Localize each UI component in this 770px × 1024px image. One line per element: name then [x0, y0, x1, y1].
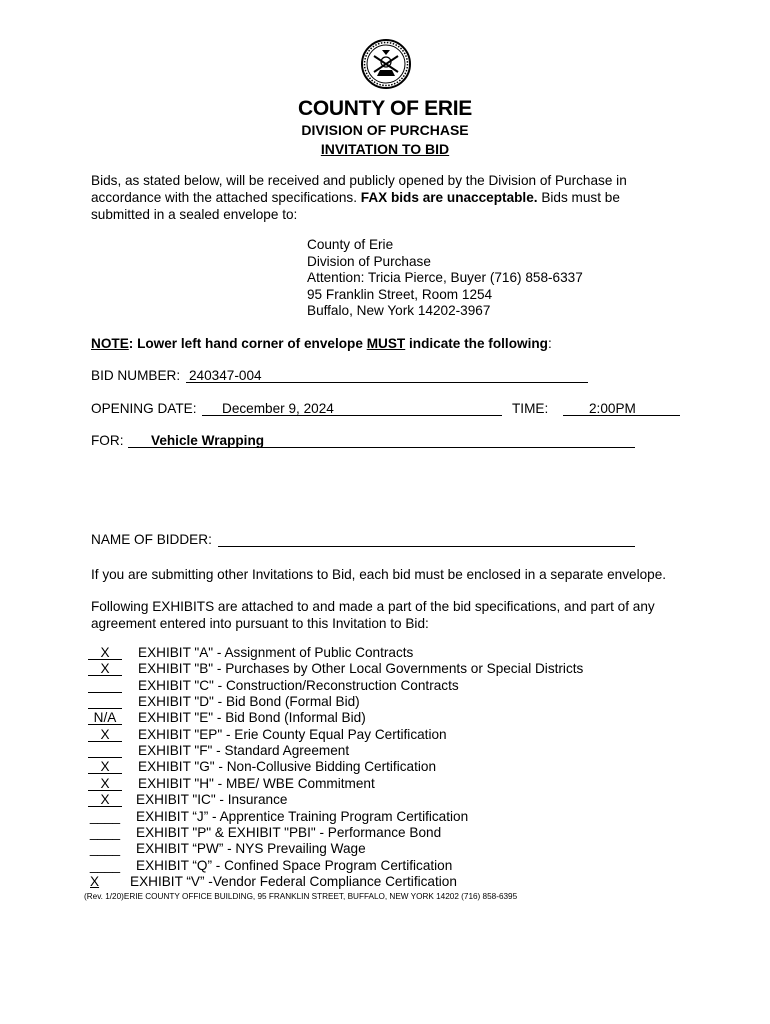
exhibit-mark: X [100, 792, 110, 808]
for-label: FOR: [91, 433, 124, 448]
exhibit-label: EXHIBIT "E" - Bid Bond (Informal Bid) [138, 710, 366, 726]
page-title: COUNTY OF ERIE [298, 97, 472, 120]
address-line: 95 Franklin Street, Room 1254 [307, 286, 493, 302]
time-value: 2:00PM [589, 401, 636, 416]
for-value: Vehicle Wrapping [151, 433, 265, 448]
division-heading: DIVISION OF PURCHASE [301, 122, 469, 138]
exhibit-mark: X [100, 645, 110, 660]
exhibit-label: EXHIBIT "P" & EXHIBIT "PBI" - Performance Bond [136, 824, 442, 840]
exhibit-label: EXHIBIT "EP" - Erie County Equal Pay Certification [138, 726, 447, 742]
exhibit-mark-line [88, 708, 122, 709]
exhibit-label: EXHIBIT "C" - Construction/Reconstruction Contracts [138, 677, 459, 693]
fax-warning: FAX bids are unacceptable. [360, 190, 538, 205]
exhibits-intro: Following EXHIBITS are attached to and made a part of the bid specifications, and part of any agreement entered into pursuant to this Invitation to Bid: [91, 599, 655, 631]
exhibit-mark: ____ [89, 824, 121, 840]
footer-address: (Rev. 1/20)ERIE COUNTY OFFICE BUILDING, 95 FRANKLIN STREET, BUFFALO, NEW YORK 14202 (716) 858-6395 [84, 892, 518, 901]
bidder-name-field[interactable] [218, 546, 635, 547]
exhibit-label: EXHIBIT “Q” - Confined Space Program Certification [136, 857, 453, 873]
exhibit-mark-line [88, 757, 122, 758]
envelope-note: NOTE: Lower left hand corner of envelope MUST indicate the following: [91, 336, 552, 351]
address-line: Attention: Tricia Pierce, Buyer (716) 858-6337 [307, 270, 583, 285]
county-seal-icon [360, 38, 412, 90]
exhibit-label: EXHIBIT “PW” - NYS Prevailing Wage [136, 841, 366, 857]
address-line: County of Erie [307, 237, 394, 252]
intro-text-1: Bids, as stated below, will be received and publicly opened by the Division of Purchase in accordance with the attached specifications. [91, 173, 627, 205]
document-type-heading: INVITATION TO BID [320, 141, 450, 157]
separate-envelope-note: If you are submitting other Invitations to Bid, each bid must be enclosed in a separate envelope. [91, 567, 667, 582]
address-line: Buffalo, New York 14202-3967 [307, 303, 491, 318]
exhibit-label: EXHIBIT "B" - Purchases by Other Local Governments or Special Districts [138, 661, 584, 677]
exhibit-label: EXHIBIT "H" - MBE/ WBE Commitment [138, 775, 375, 791]
note-must: MUST [366, 336, 406, 351]
bid-number-value: 240347-004 [189, 368, 262, 383]
time-label: TIME: [512, 401, 549, 416]
exhibit-mark: ____ [89, 841, 121, 857]
exhibit-mark: X [100, 759, 110, 775]
exhibit-label: EXHIBIT "D" - Bid Bond (Formal Bid) [138, 694, 360, 710]
exhibit-label: EXHIBIT "G" - Non-Collusive Bidding Certification [138, 759, 437, 775]
exhibit-mark: X [100, 726, 110, 742]
intro-paragraph [91, 172, 681, 223]
opening-date-label: OPENING DATE: [91, 401, 197, 416]
note-label: NOTE [91, 336, 129, 351]
address-line: Division of Purchase [307, 253, 431, 269]
exhibit-label: EXHIBIT "IC" - Insurance [136, 792, 288, 808]
bid-number-label: BID NUMBER: [91, 368, 181, 383]
exhibit-mark: ____ [89, 857, 121, 873]
exhibit-label: EXHIBIT "F" - Standard Agreement [138, 743, 350, 759]
exhibit-label: EXHIBIT “J” - Apprentice Training Program Certification [136, 808, 469, 824]
bidder-name-label: NAME OF BIDDER: [91, 532, 212, 547]
exhibit-mark: X [100, 775, 110, 791]
exhibit-label: EXHIBIT "A" - Assignment of Public Contracts [138, 645, 414, 660]
mailing-address [307, 237, 583, 320]
exhibit-mark: N/A [93, 710, 117, 726]
intro-text-2: Bids must be submitted in a sealed envelope to: [91, 190, 620, 222]
exhibit-label: EXHIBIT “V” -Vendor Federal Compliance Certification [130, 873, 457, 889]
exhibit-mark: X [100, 661, 110, 677]
exhibit-mark: ____ [89, 808, 121, 824]
opening-date-value: December 9, 2024 [222, 401, 334, 416]
exhibit-mark-line [88, 692, 122, 693]
exhibit-mark: X [90, 873, 100, 889]
